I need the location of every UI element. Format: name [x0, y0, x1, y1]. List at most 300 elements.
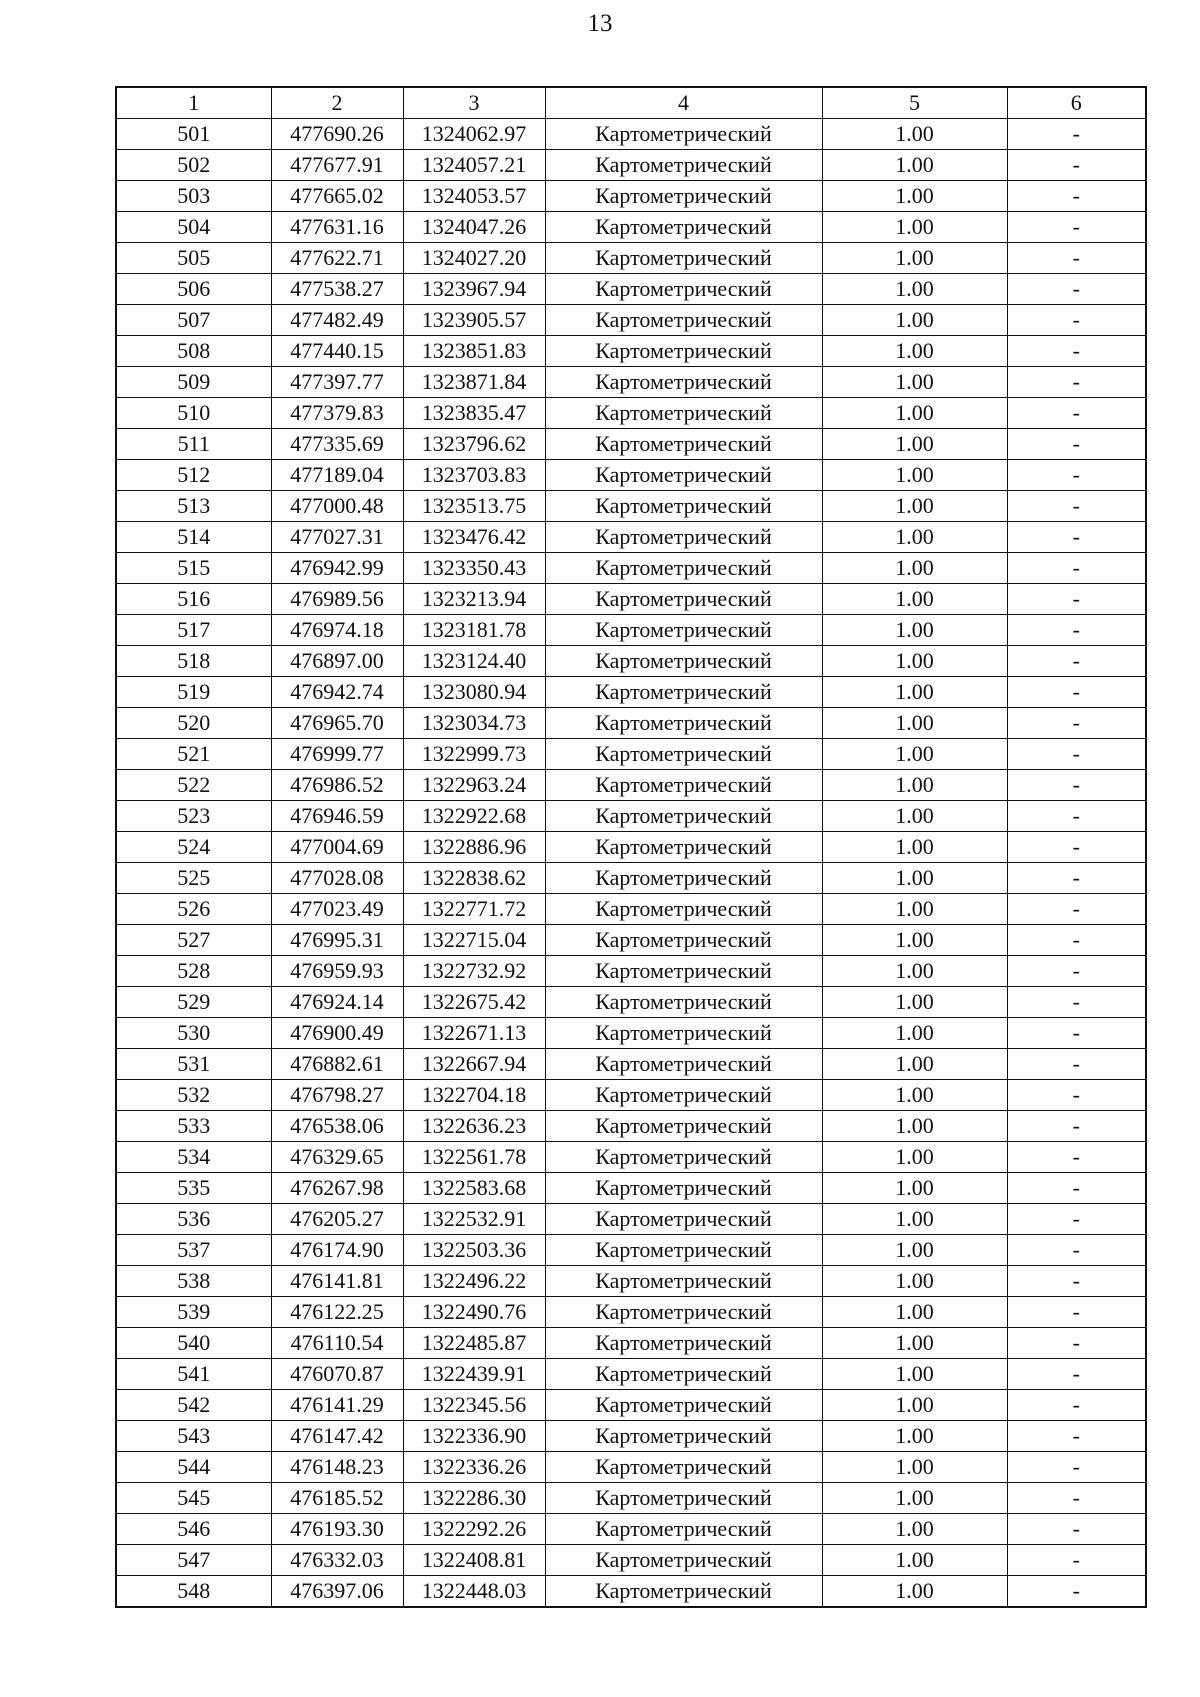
cell-note: -	[1007, 212, 1146, 243]
table-row	[116, 708, 1146, 739]
cell-point-number: 501	[116, 119, 271, 150]
cell-point-number: 526	[116, 894, 271, 925]
cell-point-number: 544	[116, 1452, 271, 1483]
cell-note: -	[1007, 987, 1146, 1018]
table-row	[116, 553, 1146, 584]
cell-method: Картометрический	[545, 491, 822, 522]
cell-point-number: 548	[116, 1576, 271, 1608]
cell-note: -	[1007, 305, 1146, 336]
cell-note: -	[1007, 615, 1146, 646]
cell-note: -	[1007, 1173, 1146, 1204]
cell-note: -	[1007, 863, 1146, 894]
cell-method: Картометрический	[545, 1173, 822, 1204]
table-row	[116, 1576, 1146, 1608]
cell-x-coordinate: 476174.90	[271, 1235, 403, 1266]
cell-accuracy: 1.00	[822, 956, 1007, 987]
cell-point-number: 532	[116, 1080, 271, 1111]
cell-accuracy: 1.00	[822, 274, 1007, 305]
cell-method: Картометрический	[545, 956, 822, 987]
cell-note: -	[1007, 739, 1146, 770]
cell-accuracy: 1.00	[822, 336, 1007, 367]
cell-point-number: 516	[116, 584, 271, 615]
cell-accuracy: 1.00	[822, 1204, 1007, 1235]
cell-method: Картометрический	[545, 1080, 822, 1111]
cell-x-coordinate: 476995.31	[271, 925, 403, 956]
cell-point-number: 512	[116, 460, 271, 491]
cell-note: -	[1007, 1142, 1146, 1173]
cell-x-coordinate: 476942.99	[271, 553, 403, 584]
cell-y-coordinate: 1323851.83	[403, 336, 545, 367]
cell-x-coordinate: 476110.54	[271, 1328, 403, 1359]
cell-x-coordinate: 477631.16	[271, 212, 403, 243]
cell-x-coordinate: 477690.26	[271, 119, 403, 150]
cell-note: -	[1007, 956, 1146, 987]
page-number: 13	[587, 10, 613, 37]
cell-y-coordinate: 1323871.84	[403, 367, 545, 398]
table-row	[116, 1483, 1146, 1514]
cell-y-coordinate: 1323513.75	[403, 491, 545, 522]
table-row	[116, 1204, 1146, 1235]
cell-accuracy: 1.00	[822, 832, 1007, 863]
cell-x-coordinate: 477622.71	[271, 243, 403, 274]
cell-x-coordinate: 476965.70	[271, 708, 403, 739]
table-row	[116, 460, 1146, 491]
cell-accuracy: 1.00	[822, 1111, 1007, 1142]
cell-note: -	[1007, 119, 1146, 150]
cell-method: Картометрический	[545, 553, 822, 584]
header-cell-5: 5	[822, 87, 1007, 119]
cell-accuracy: 1.00	[822, 1514, 1007, 1545]
cell-accuracy: 1.00	[822, 584, 1007, 615]
table-row	[116, 119, 1146, 150]
cell-method: Картометрический	[545, 1576, 822, 1608]
cell-y-coordinate: 1323703.83	[403, 460, 545, 491]
cell-point-number: 502	[116, 150, 271, 181]
cell-y-coordinate: 1322286.30	[403, 1483, 545, 1514]
cell-point-number: 504	[116, 212, 271, 243]
cell-point-number: 545	[116, 1483, 271, 1514]
cell-y-coordinate: 1322503.36	[403, 1235, 545, 1266]
cell-x-coordinate: 476141.81	[271, 1266, 403, 1297]
cell-y-coordinate: 1322408.81	[403, 1545, 545, 1576]
table-row	[116, 243, 1146, 274]
cell-method: Картометрический	[545, 677, 822, 708]
cell-point-number: 509	[116, 367, 271, 398]
cell-method: Картометрический	[545, 181, 822, 212]
cell-note: -	[1007, 1266, 1146, 1297]
cell-y-coordinate: 1323796.62	[403, 429, 545, 460]
table-row	[116, 615, 1146, 646]
cell-point-number: 515	[116, 553, 271, 584]
cell-accuracy: 1.00	[822, 181, 1007, 212]
table-row	[116, 150, 1146, 181]
cell-method: Картометрический	[545, 1483, 822, 1514]
cell-point-number: 506	[116, 274, 271, 305]
cell-accuracy: 1.00	[822, 553, 1007, 584]
cell-y-coordinate: 1323835.47	[403, 398, 545, 429]
cell-x-coordinate: 476798.27	[271, 1080, 403, 1111]
cell-note: -	[1007, 1235, 1146, 1266]
cell-point-number: 537	[116, 1235, 271, 1266]
cell-accuracy: 1.00	[822, 739, 1007, 770]
cell-method: Картометрический	[545, 1328, 822, 1359]
cell-method: Картометрический	[545, 1142, 822, 1173]
cell-point-number: 531	[116, 1049, 271, 1080]
cell-accuracy: 1.00	[822, 429, 1007, 460]
cell-x-coordinate: 476989.56	[271, 584, 403, 615]
cell-y-coordinate: 1324027.20	[403, 243, 545, 274]
cell-y-coordinate: 1323181.78	[403, 615, 545, 646]
cell-note: -	[1007, 274, 1146, 305]
cell-y-coordinate: 1323124.40	[403, 646, 545, 677]
cell-accuracy: 1.00	[822, 1359, 1007, 1390]
cell-note: -	[1007, 1514, 1146, 1545]
cell-note: -	[1007, 584, 1146, 615]
cell-y-coordinate: 1322496.22	[403, 1266, 545, 1297]
cell-x-coordinate: 476959.93	[271, 956, 403, 987]
cell-x-coordinate: 476185.52	[271, 1483, 403, 1514]
cell-note: -	[1007, 1204, 1146, 1235]
cell-method: Картометрический	[545, 894, 822, 925]
table-row	[116, 1080, 1146, 1111]
cell-method: Картометрический	[545, 615, 822, 646]
cell-accuracy: 1.00	[822, 367, 1007, 398]
cell-x-coordinate: 476974.18	[271, 615, 403, 646]
cell-x-coordinate: 476193.30	[271, 1514, 403, 1545]
cell-y-coordinate: 1322963.24	[403, 770, 545, 801]
cell-method: Картометрический	[545, 460, 822, 491]
table-row	[116, 801, 1146, 832]
cell-method: Картометрический	[545, 398, 822, 429]
cell-method: Картометрический	[545, 1018, 822, 1049]
cell-note: -	[1007, 832, 1146, 863]
cell-accuracy: 1.00	[822, 1173, 1007, 1204]
cell-x-coordinate: 477482.49	[271, 305, 403, 336]
cell-accuracy: 1.00	[822, 1080, 1007, 1111]
cell-note: -	[1007, 1049, 1146, 1080]
cell-note: -	[1007, 243, 1146, 274]
cell-accuracy: 1.00	[822, 863, 1007, 894]
cell-y-coordinate: 1322485.87	[403, 1328, 545, 1359]
cell-accuracy: 1.00	[822, 1483, 1007, 1514]
cell-method: Картометрический	[545, 1514, 822, 1545]
cell-y-coordinate: 1322732.92	[403, 956, 545, 987]
cell-point-number: 514	[116, 522, 271, 553]
table-row	[116, 646, 1146, 677]
table-row	[116, 925, 1146, 956]
cell-x-coordinate: 476924.14	[271, 987, 403, 1018]
cell-y-coordinate: 1322771.72	[403, 894, 545, 925]
cell-method: Картометрический	[545, 708, 822, 739]
cell-x-coordinate: 477000.48	[271, 491, 403, 522]
table-row	[116, 212, 1146, 243]
cell-method: Картометрический	[545, 801, 822, 832]
cell-method: Картометрический	[545, 119, 822, 150]
cell-y-coordinate: 1323213.94	[403, 584, 545, 615]
cell-method: Картометрический	[545, 1297, 822, 1328]
cell-y-coordinate: 1323476.42	[403, 522, 545, 553]
cell-y-coordinate: 1322336.90	[403, 1421, 545, 1452]
cell-method: Картометрический	[545, 1545, 822, 1576]
cell-note: -	[1007, 522, 1146, 553]
cell-accuracy: 1.00	[822, 1421, 1007, 1452]
cell-x-coordinate: 476332.03	[271, 1545, 403, 1576]
cell-x-coordinate: 476070.87	[271, 1359, 403, 1390]
cell-point-number: 527	[116, 925, 271, 956]
cell-method: Картометрический	[545, 212, 822, 243]
cell-method: Картометрический	[545, 770, 822, 801]
cell-point-number: 523	[116, 801, 271, 832]
cell-point-number: 511	[116, 429, 271, 460]
cell-note: -	[1007, 1390, 1146, 1421]
cell-y-coordinate: 1322922.68	[403, 801, 545, 832]
cell-accuracy: 1.00	[822, 1142, 1007, 1173]
table-row	[116, 770, 1146, 801]
cell-x-coordinate: 477538.27	[271, 274, 403, 305]
cell-x-coordinate: 477335.69	[271, 429, 403, 460]
cell-point-number: 510	[116, 398, 271, 429]
cell-note: -	[1007, 491, 1146, 522]
cell-x-coordinate: 476329.65	[271, 1142, 403, 1173]
table-row	[116, 367, 1146, 398]
cell-method: Картометрический	[545, 367, 822, 398]
cell-note: -	[1007, 894, 1146, 925]
cell-point-number: 534	[116, 1142, 271, 1173]
cell-accuracy: 1.00	[822, 801, 1007, 832]
cell-x-coordinate: 476147.42	[271, 1421, 403, 1452]
cell-point-number: 536	[116, 1204, 271, 1235]
cell-point-number: 538	[116, 1266, 271, 1297]
cell-point-number: 524	[116, 832, 271, 863]
cell-x-coordinate: 477027.31	[271, 522, 403, 553]
table-row	[116, 1142, 1146, 1173]
cell-accuracy: 1.00	[822, 987, 1007, 1018]
cell-accuracy: 1.00	[822, 1018, 1007, 1049]
cell-point-number: 533	[116, 1111, 271, 1142]
header-cell-3: 3	[403, 87, 545, 119]
cell-x-coordinate: 477440.15	[271, 336, 403, 367]
cell-y-coordinate: 1324047.26	[403, 212, 545, 243]
header-cell-4: 4	[545, 87, 822, 119]
cell-y-coordinate: 1322838.62	[403, 863, 545, 894]
cell-point-number: 525	[116, 863, 271, 894]
table-row	[116, 1545, 1146, 1576]
cell-point-number: 503	[116, 181, 271, 212]
table-row	[116, 1049, 1146, 1080]
cell-y-coordinate: 1322583.68	[403, 1173, 545, 1204]
table-row	[116, 1018, 1146, 1049]
cell-y-coordinate: 1322345.56	[403, 1390, 545, 1421]
cell-point-number: 513	[116, 491, 271, 522]
cell-x-coordinate: 476141.29	[271, 1390, 403, 1421]
cell-point-number: 535	[116, 1173, 271, 1204]
cell-note: -	[1007, 1080, 1146, 1111]
cell-accuracy: 1.00	[822, 1576, 1007, 1608]
table-row	[116, 1173, 1146, 1204]
cell-accuracy: 1.00	[822, 770, 1007, 801]
table-row	[116, 181, 1146, 212]
cell-method: Картометрический	[545, 925, 822, 956]
cell-point-number: 520	[116, 708, 271, 739]
cell-note: -	[1007, 1328, 1146, 1359]
cell-x-coordinate: 476946.59	[271, 801, 403, 832]
table-row	[116, 491, 1146, 522]
cell-accuracy: 1.00	[822, 1328, 1007, 1359]
cell-x-coordinate: 476999.77	[271, 739, 403, 770]
cell-point-number: 546	[116, 1514, 271, 1545]
cell-y-coordinate: 1322636.23	[403, 1111, 545, 1142]
cell-method: Картометрический	[545, 429, 822, 460]
cell-method: Картометрический	[545, 1359, 822, 1390]
cell-note: -	[1007, 1483, 1146, 1514]
cell-accuracy: 1.00	[822, 212, 1007, 243]
table-row	[116, 274, 1146, 305]
table-row	[116, 987, 1146, 1018]
cell-method: Картометрический	[545, 1049, 822, 1080]
cell-accuracy: 1.00	[822, 243, 1007, 274]
cell-method: Картометрический	[545, 1111, 822, 1142]
cell-x-coordinate: 476986.52	[271, 770, 403, 801]
cell-point-number: 508	[116, 336, 271, 367]
cell-point-number: 529	[116, 987, 271, 1018]
cell-accuracy: 1.00	[822, 522, 1007, 553]
table-row	[116, 1421, 1146, 1452]
cell-note: -	[1007, 367, 1146, 398]
coordinates-table	[115, 86, 1147, 1608]
cell-point-number: 521	[116, 739, 271, 770]
header-cell-1: 1	[116, 87, 271, 119]
table-row	[116, 832, 1146, 863]
cell-point-number: 517	[116, 615, 271, 646]
cell-x-coordinate: 476205.27	[271, 1204, 403, 1235]
cell-method: Картометрический	[545, 584, 822, 615]
cell-accuracy: 1.00	[822, 491, 1007, 522]
cell-note: -	[1007, 398, 1146, 429]
cell-method: Картометрический	[545, 739, 822, 770]
cell-point-number: 530	[116, 1018, 271, 1049]
cell-point-number: 528	[116, 956, 271, 987]
cell-x-coordinate: 477379.83	[271, 398, 403, 429]
cell-method: Картометрический	[545, 1235, 822, 1266]
table-row	[116, 1328, 1146, 1359]
cell-x-coordinate: 476122.25	[271, 1297, 403, 1328]
table-row	[116, 1359, 1146, 1390]
cell-y-coordinate: 1322671.13	[403, 1018, 545, 1049]
cell-note: -	[1007, 801, 1146, 832]
cell-x-coordinate: 477189.04	[271, 460, 403, 491]
cell-accuracy: 1.00	[822, 708, 1007, 739]
cell-x-coordinate: 476900.49	[271, 1018, 403, 1049]
table-row	[116, 1235, 1146, 1266]
cell-accuracy: 1.00	[822, 894, 1007, 925]
cell-point-number: 540	[116, 1328, 271, 1359]
cell-point-number: 542	[116, 1390, 271, 1421]
cell-method: Картометрический	[545, 1204, 822, 1235]
cell-point-number: 518	[116, 646, 271, 677]
table-row	[116, 956, 1146, 987]
cell-x-coordinate: 476897.00	[271, 646, 403, 677]
cell-note: -	[1007, 429, 1146, 460]
cell-note: -	[1007, 1452, 1146, 1483]
table-row	[116, 522, 1146, 553]
cell-note: -	[1007, 677, 1146, 708]
cell-note: -	[1007, 1545, 1146, 1576]
cell-method: Картометрический	[545, 305, 822, 336]
cell-accuracy: 1.00	[822, 1235, 1007, 1266]
cell-x-coordinate: 477665.02	[271, 181, 403, 212]
table-row	[116, 305, 1146, 336]
cell-y-coordinate: 1322715.04	[403, 925, 545, 956]
cell-x-coordinate: 476148.23	[271, 1452, 403, 1483]
cell-method: Картометрический	[545, 863, 822, 894]
cell-y-coordinate: 1322886.96	[403, 832, 545, 863]
cell-y-coordinate: 1324053.57	[403, 181, 545, 212]
cell-accuracy: 1.00	[822, 460, 1007, 491]
cell-point-number: 547	[116, 1545, 271, 1576]
table-row	[116, 1514, 1146, 1545]
cell-method: Картометрический	[545, 243, 822, 274]
table-row	[116, 894, 1146, 925]
header-cell-2: 2	[271, 87, 403, 119]
cell-y-coordinate: 1323350.43	[403, 553, 545, 584]
header-row	[116, 87, 1146, 119]
cell-point-number: 539	[116, 1297, 271, 1328]
cell-accuracy: 1.00	[822, 1266, 1007, 1297]
cell-y-coordinate: 1322292.26	[403, 1514, 545, 1545]
cell-method: Картометрический	[545, 150, 822, 181]
cell-accuracy: 1.00	[822, 305, 1007, 336]
table-row	[116, 1111, 1146, 1142]
cell-method: Картометрический	[545, 274, 822, 305]
cell-accuracy: 1.00	[822, 646, 1007, 677]
cell-method: Картометрический	[545, 987, 822, 1018]
cell-y-coordinate: 1322675.42	[403, 987, 545, 1018]
cell-method: Картометрический	[545, 1390, 822, 1421]
cell-accuracy: 1.00	[822, 1545, 1007, 1576]
cell-y-coordinate: 1322561.78	[403, 1142, 545, 1173]
cell-accuracy: 1.00	[822, 150, 1007, 181]
cell-x-coordinate: 477004.69	[271, 832, 403, 863]
cell-x-coordinate: 476267.98	[271, 1173, 403, 1204]
cell-x-coordinate: 477397.77	[271, 367, 403, 398]
cell-note: -	[1007, 181, 1146, 212]
cell-accuracy: 1.00	[822, 925, 1007, 956]
cell-method: Картометрический	[545, 832, 822, 863]
cell-x-coordinate: 476942.74	[271, 677, 403, 708]
table-row	[116, 584, 1146, 615]
cell-y-coordinate: 1322448.03	[403, 1576, 545, 1608]
cell-x-coordinate: 477023.49	[271, 894, 403, 925]
cell-note: -	[1007, 553, 1146, 584]
cell-x-coordinate: 477028.08	[271, 863, 403, 894]
cell-note: -	[1007, 1111, 1146, 1142]
cell-point-number: 541	[116, 1359, 271, 1390]
cell-method: Картометрический	[545, 1421, 822, 1452]
cell-note: -	[1007, 646, 1146, 677]
cell-y-coordinate: 1323080.94	[403, 677, 545, 708]
cell-note: -	[1007, 1018, 1146, 1049]
cell-method: Картометрический	[545, 1452, 822, 1483]
cell-point-number: 522	[116, 770, 271, 801]
cell-y-coordinate: 1322490.76	[403, 1297, 545, 1328]
cell-note: -	[1007, 336, 1146, 367]
table-row	[116, 429, 1146, 460]
table-row	[116, 1452, 1146, 1483]
cell-note: -	[1007, 1421, 1146, 1452]
cell-accuracy: 1.00	[822, 1390, 1007, 1421]
cell-y-coordinate: 1323905.57	[403, 305, 545, 336]
cell-note: -	[1007, 1297, 1146, 1328]
